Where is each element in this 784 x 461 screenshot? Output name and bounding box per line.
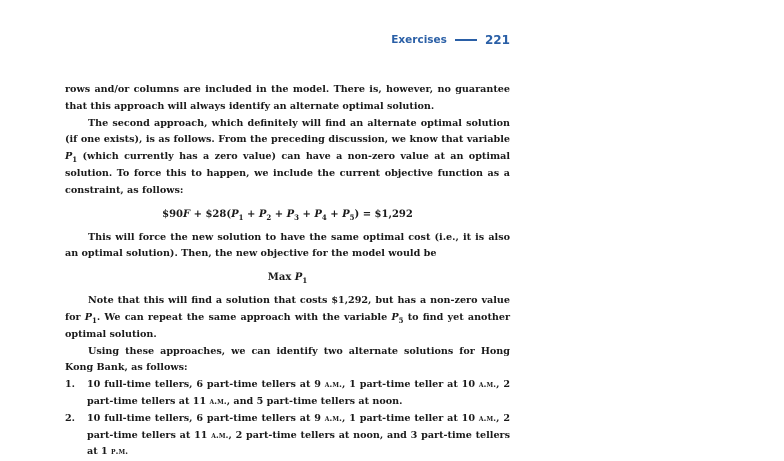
li-text: , 2 part-time tellers at 11 (87, 379, 511, 407)
var-letter: P (65, 151, 73, 163)
eq-sub-3: 3 (294, 212, 299, 222)
p4-text-b: . We can repeat the same approach with the variable (96, 311, 388, 323)
eq-var-p2: P (258, 208, 267, 220)
eq2-max: Max (267, 272, 295, 284)
list-item (65, 411, 510, 461)
li-text: , 2 part-time tellers at 11 (87, 412, 511, 441)
p2-text-b: (which currently has a zero value) can have a non-zero value at an optimal solution. To force this to happen, we include the current objective function as a constraint, as follows: (65, 151, 510, 196)
body-text (65, 82, 510, 461)
paragraph-5: Using these approaches, we can identify two alternate solutions for Hong Kong Bank, as follows: (65, 345, 510, 374)
eq2-var: P (294, 272, 303, 284)
eq-var-f: F (183, 208, 191, 220)
var-letter: P (84, 311, 93, 323)
eq-var-p3: P (286, 208, 295, 220)
constraint-equation (65, 205, 510, 225)
time-am: a.m. (209, 396, 227, 407)
eq-sub-1: 1 (238, 212, 244, 222)
time-am: a.m. (211, 430, 229, 441)
section-title: Exercises (391, 34, 447, 46)
paragraph-4 (65, 293, 510, 343)
var-subscript: 5 (398, 315, 404, 325)
var-letter: P (391, 311, 399, 323)
p4-text-a: Note that this will find a solution that costs $1,292, but has a non-zero value for (65, 295, 510, 323)
eq-plus-1: + (243, 208, 259, 220)
li-text: 10 full-time tellers, 6 part-time tellers at 9 (87, 379, 325, 391)
eq-var-p4: P (314, 208, 322, 220)
eq-sub-5: 5 (349, 212, 355, 222)
list-number: 2. (65, 412, 76, 424)
solution-list (65, 377, 510, 461)
p4-var-1 (85, 312, 97, 323)
eq-plus-4: + (326, 208, 343, 220)
page-number: 221 (484, 33, 510, 47)
p4-text-c: to find yet another optimal solution. (65, 311, 511, 340)
eq-sub-4: 4 (321, 212, 327, 222)
li-text: 10 full-time tellers, 6 part-time tellers at 9 (87, 412, 325, 424)
list-number: 1. (65, 379, 76, 391)
p4-var-2 (391, 312, 403, 323)
li-text: , 1 part-time teller at 10 (342, 412, 479, 424)
var-subscript: 1 (72, 155, 78, 165)
eq-var-p1: P (231, 208, 239, 220)
list-item (65, 377, 510, 411)
p2-text-a: The second approach, which definitely will find an alternate optimal solution (if one exists), is as follows. From the preceding discussion, we know that variable (65, 117, 510, 146)
time-am: a.m. (324, 413, 342, 424)
time-am: a.m. (478, 380, 497, 391)
time-pm: p.m. (111, 447, 129, 458)
eq-coef-1: $90 (162, 208, 184, 220)
objective-equation (65, 268, 510, 288)
eq-sub-2: 2 (266, 212, 272, 222)
paragraph-3: This will force the new solution to have the same optimal cost (i.e., it is also an optimal solution). Then, the new objective for the model would be (65, 231, 510, 260)
li-text: , 2 part-time tellers at noon, and 3 part-time tellers at 1 (87, 429, 511, 458)
var-p1 (65, 151, 78, 165)
running-header (391, 33, 510, 47)
eq-coef-2: + $28( (190, 208, 232, 220)
eq2-sub: 1 (302, 276, 308, 286)
eq-var-p5: P (342, 208, 350, 220)
li-text: , and 5 part-time tellers at noon. (226, 395, 403, 407)
eq-plus-2: + (271, 208, 287, 220)
var-subscript: 1 (92, 315, 97, 325)
time-am: a.m. (324, 380, 342, 391)
paragraph-2 (65, 116, 510, 200)
li-text: , 1 part-time teller at 10 (342, 379, 479, 391)
time-am: a.m. (478, 413, 497, 424)
paragraph-1: rows and/or columns are included in the model. There is, however, no guarantee that this approach will always identify an alternate optimal solution. (65, 84, 510, 112)
header-rule (455, 39, 477, 41)
eq-plus-3: + (298, 208, 315, 220)
eq-rhs: ) = $1,292 (354, 208, 413, 220)
